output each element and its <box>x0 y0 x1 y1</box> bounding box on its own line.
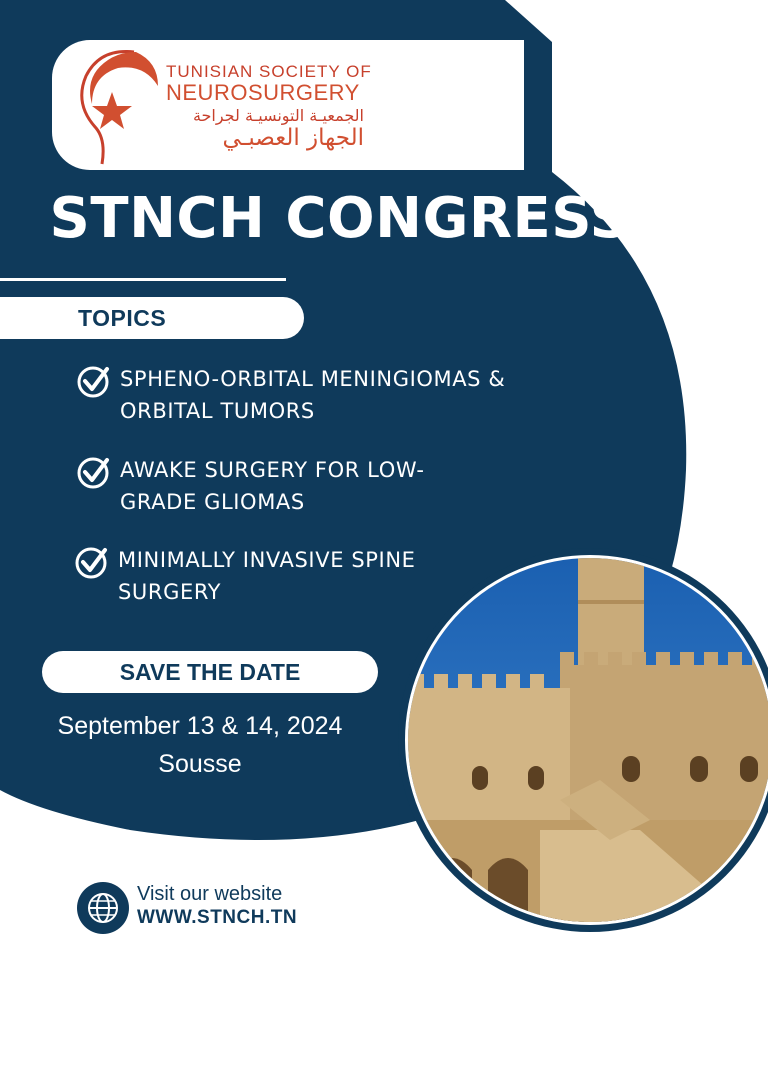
logo-text-line1: TUNISIAN SOCIETY OF <box>166 62 372 81</box>
topic-text: SPHENO-ORBITAL MENINGIOMAS & ORBITAL TUMORS <box>120 367 506 423</box>
check-circle-icon <box>76 454 112 490</box>
check-circle-icon <box>74 544 110 580</box>
event-date: September 13 & 14, 2024 <box>57 712 343 740</box>
topic-text: AWAKE SURGERY FOR LOW- GRADE GLIOMAS <box>120 458 425 514</box>
poster-title: STNCH CONGRESS <box>49 186 631 251</box>
society-logo-icon <box>62 46 166 168</box>
logo-arabic-line2: الجهاز العصبـي <box>222 125 364 151</box>
website-link[interactable]: WWW.STNCH.TN <box>137 907 298 928</box>
website-label: Visit our website <box>137 883 283 905</box>
topics-heading: TOPICS <box>78 305 167 331</box>
title-divider <box>0 278 286 281</box>
topic-text: MINIMALLY INVASIVE SPINE SURGERY <box>118 548 416 604</box>
logo-text-line2: NEUROSURGERY <box>166 80 360 105</box>
check-circle-icon <box>76 363 112 399</box>
save-the-date-label: SAVE THE DATE <box>119 659 301 685</box>
event-location: Sousse <box>158 750 242 778</box>
globe-icon[interactable] <box>77 882 129 934</box>
logo-arabic-line1: الجمعيـة التونسيـة لجراحة <box>192 106 364 125</box>
